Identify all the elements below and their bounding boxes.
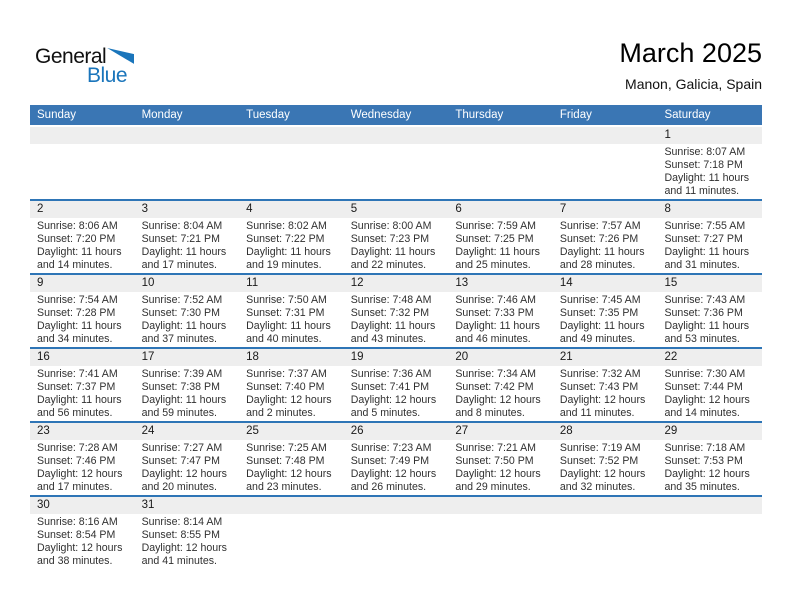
sunrise-text: Sunrise: 7:21 AM xyxy=(455,442,536,454)
day-details xyxy=(135,366,240,420)
daylight-text: Daylight: 12 hours and 29 minutes. xyxy=(455,468,541,493)
day-number: 30 xyxy=(30,497,135,514)
weekday-header-sunday: Sunday xyxy=(37,109,77,121)
week-row-3 xyxy=(30,273,762,347)
daylight-text: Daylight: 11 hours and 59 minutes. xyxy=(141,394,227,419)
day-cell-27 xyxy=(448,423,553,495)
daylight-text: Daylight: 12 hours and 8 minutes. xyxy=(455,394,541,419)
day-cell-21 xyxy=(553,349,658,421)
logo-text-general: General xyxy=(35,45,107,68)
day-details xyxy=(239,218,344,272)
sunset-text: Sunset: 7:42 PM xyxy=(455,381,534,393)
sunset-text: Sunset: 7:44 PM xyxy=(664,381,743,393)
sunrise-text: Sunrise: 8:00 AM xyxy=(350,220,432,232)
day-cell-16 xyxy=(30,349,135,421)
sunrise-text: Sunrise: 7:54 AM xyxy=(37,294,118,306)
sunset-text: Sunset: 7:23 PM xyxy=(350,233,430,245)
day-number: 28 xyxy=(553,423,658,440)
sunset-text: Sunset: 7:47 PM xyxy=(141,455,220,467)
sunset-text: Sunset: 7:25 PM xyxy=(455,233,534,245)
sunset-text: Sunset: 7:43 PM xyxy=(559,381,639,393)
day-number: 25 xyxy=(239,423,344,440)
day-number: 14 xyxy=(553,275,658,292)
day-cell-14 xyxy=(553,275,658,347)
sunset-text: Sunset: 7:50 PM xyxy=(455,455,534,467)
day-number: 22 xyxy=(657,349,762,366)
sunrise-text: Sunrise: 7:48 AM xyxy=(350,294,432,306)
day-cell-empty xyxy=(135,127,240,199)
page-subtitle: Manon, Galicia, Spain xyxy=(625,76,762,92)
daylight-text: Daylight: 11 hours and 22 minutes. xyxy=(350,246,436,271)
sunrise-text: Sunrise: 7:32 AM xyxy=(559,368,641,380)
day-details xyxy=(657,366,762,420)
day-number: 3 xyxy=(135,201,240,218)
day-cell-12 xyxy=(344,275,449,347)
day-number: 20 xyxy=(448,349,553,366)
day-cell-10 xyxy=(135,275,240,347)
daylight-text: Daylight: 12 hours and 11 minutes. xyxy=(559,394,646,419)
day-number: 18 xyxy=(239,349,344,366)
day-details xyxy=(239,366,344,420)
sunrise-text: Sunrise: 7:45 AM xyxy=(559,294,641,306)
day-details xyxy=(344,218,449,272)
sunrise-text: Sunrise: 7:37 AM xyxy=(246,368,327,380)
week-row-4 xyxy=(30,347,762,421)
day-number: 13 xyxy=(448,275,553,292)
day-details xyxy=(657,144,762,198)
sunset-text: Sunset: 7:35 PM xyxy=(559,307,639,319)
sunrise-text: Sunrise: 8:04 AM xyxy=(141,220,223,232)
day-cell-23 xyxy=(30,423,135,495)
daylight-text: Daylight: 11 hours and 34 minutes. xyxy=(37,320,122,345)
day-details xyxy=(553,440,658,494)
day-cell-empty xyxy=(448,497,553,569)
day-number-empty xyxy=(344,127,449,144)
day-details xyxy=(657,292,762,346)
day-number-empty xyxy=(448,497,553,514)
daylight-text: Daylight: 11 hours and 11 minutes. xyxy=(664,172,750,197)
day-number: 2 xyxy=(30,201,135,218)
day-number: 8 xyxy=(657,201,762,218)
day-cell-25 xyxy=(239,423,344,495)
day-number-empty xyxy=(239,127,344,144)
day-details xyxy=(448,440,553,494)
daylight-text: Daylight: 11 hours and 17 minutes. xyxy=(141,246,227,271)
week-row-5 xyxy=(30,421,762,495)
daylight-text: Daylight: 12 hours and 20 minutes. xyxy=(141,468,227,493)
day-cell-19 xyxy=(344,349,449,421)
day-cell-13 xyxy=(448,275,553,347)
day-number: 9 xyxy=(30,275,135,292)
sunset-text: Sunset: 7:20 PM xyxy=(37,233,116,245)
weekday-header-tuesday: Tuesday xyxy=(246,109,290,121)
day-number: 29 xyxy=(657,423,762,440)
daylight-text: Daylight: 11 hours and 37 minutes. xyxy=(141,320,227,345)
day-number: 5 xyxy=(344,201,449,218)
weekday-header-wednesday: Wednesday xyxy=(350,109,412,121)
day-number-empty xyxy=(135,127,240,144)
day-number: 16 xyxy=(30,349,135,366)
day-cell-empty xyxy=(344,497,449,569)
daylight-text: Daylight: 12 hours and 2 minutes. xyxy=(246,394,332,419)
daylight-text: Daylight: 11 hours and 40 minutes. xyxy=(246,320,331,345)
daylight-text: Daylight: 12 hours and 17 minutes. xyxy=(37,468,123,493)
daylight-text: Daylight: 11 hours and 28 minutes. xyxy=(559,246,645,271)
daylight-text: Daylight: 12 hours and 41 minutes. xyxy=(141,542,227,567)
day-cell-empty xyxy=(657,497,762,569)
day-cell-26 xyxy=(344,423,449,495)
daylight-text: Daylight: 11 hours and 43 minutes. xyxy=(350,320,436,345)
day-cell-17 xyxy=(135,349,240,421)
sunset-text: Sunset: 7:27 PM xyxy=(664,233,743,245)
sunset-text: Sunset: 7:30 PM xyxy=(141,307,220,319)
sunset-text: Sunset: 7:41 PM xyxy=(350,381,430,393)
day-number: 4 xyxy=(239,201,344,218)
sunrise-text: Sunrise: 8:06 AM xyxy=(37,220,118,232)
daylight-text: Daylight: 12 hours and 35 minutes. xyxy=(664,468,750,493)
day-cell-empty xyxy=(239,127,344,199)
title-block xyxy=(619,38,762,92)
week-row-2 xyxy=(30,199,762,273)
sunset-text: Sunset: 7:28 PM xyxy=(37,307,116,319)
sunset-text: Sunset: 8:54 PM xyxy=(37,529,116,541)
sunrise-text: Sunrise: 8:07 AM xyxy=(664,146,746,158)
sunset-text: Sunset: 7:18 PM xyxy=(664,159,743,171)
day-cell-3 xyxy=(135,201,240,273)
day-details xyxy=(344,292,449,346)
sunrise-text: Sunrise: 7:43 AM xyxy=(664,294,746,306)
day-number: 31 xyxy=(135,497,240,514)
sunset-text: Sunset: 8:55 PM xyxy=(141,529,220,541)
day-number: 17 xyxy=(135,349,240,366)
day-number: 21 xyxy=(553,349,658,366)
day-number-empty xyxy=(448,127,553,144)
day-cell-9 xyxy=(30,275,135,347)
day-number: 6 xyxy=(448,201,553,218)
daylight-text: Daylight: 12 hours and 5 minutes. xyxy=(350,394,437,419)
daylight-text: Daylight: 11 hours and 19 minutes. xyxy=(246,246,331,271)
daylight-text: Daylight: 12 hours and 14 minutes. xyxy=(664,394,750,419)
sunrise-text: Sunrise: 8:02 AM xyxy=(246,220,327,232)
day-cell-11 xyxy=(239,275,344,347)
day-number: 1 xyxy=(657,127,762,144)
day-cell-15 xyxy=(657,275,762,347)
sunrise-text: Sunrise: 7:41 AM xyxy=(37,368,118,380)
daylight-text: Daylight: 11 hours and 14 minutes. xyxy=(37,246,122,271)
sunset-text: Sunset: 7:40 PM xyxy=(246,381,325,393)
sunrise-text: Sunrise: 7:19 AM xyxy=(559,442,641,454)
day-number-empty xyxy=(657,497,762,514)
day-number-empty xyxy=(344,497,449,514)
day-cell-empty xyxy=(553,497,658,569)
day-details xyxy=(239,292,344,346)
day-cell-1 xyxy=(657,127,762,199)
day-details xyxy=(30,366,135,420)
day-number: 24 xyxy=(135,423,240,440)
day-details xyxy=(30,514,135,568)
sunrise-text: Sunrise: 7:59 AM xyxy=(455,220,536,232)
sunrise-text: Sunrise: 7:57 AM xyxy=(559,220,641,232)
day-cell-28 xyxy=(553,423,658,495)
day-details xyxy=(448,366,553,420)
day-cell-22 xyxy=(657,349,762,421)
calendar-grid xyxy=(30,105,762,569)
sunrise-text: Sunrise: 7:52 AM xyxy=(141,294,223,306)
day-details xyxy=(553,292,658,346)
week-row-6 xyxy=(30,495,762,569)
weekday-header-friday: Friday xyxy=(559,109,592,121)
day-number: 12 xyxy=(344,275,449,292)
daylight-text: Daylight: 11 hours and 53 minutes. xyxy=(664,320,750,345)
day-cell-empty xyxy=(344,127,449,199)
day-details xyxy=(553,218,658,272)
sunset-text: Sunset: 7:32 PM xyxy=(350,307,430,319)
sunrise-text: Sunrise: 7:55 AM xyxy=(664,220,746,232)
sunrise-text: Sunrise: 8:14 AM xyxy=(141,516,223,528)
day-number: 27 xyxy=(448,423,553,440)
day-cell-empty xyxy=(448,127,553,199)
daylight-text: Daylight: 11 hours and 49 minutes. xyxy=(559,320,645,345)
day-cell-2 xyxy=(30,201,135,273)
daylight-text: Daylight: 11 hours and 46 minutes. xyxy=(455,320,540,345)
day-cell-5 xyxy=(344,201,449,273)
sunset-text: Sunset: 7:26 PM xyxy=(559,233,639,245)
day-number: 10 xyxy=(135,275,240,292)
sunrise-text: Sunrise: 7:25 AM xyxy=(246,442,327,454)
sunset-text: Sunset: 7:48 PM xyxy=(246,455,325,467)
sunset-text: Sunset: 7:52 PM xyxy=(559,455,639,467)
daylight-text: Daylight: 11 hours and 31 minutes. xyxy=(664,246,750,271)
sunset-text: Sunset: 7:38 PM xyxy=(141,381,220,393)
sunrise-text: Sunrise: 7:36 AM xyxy=(350,368,432,380)
sunrise-text: Sunrise: 7:27 AM xyxy=(141,442,223,454)
day-cell-7 xyxy=(553,201,658,273)
day-cell-8 xyxy=(657,201,762,273)
week-row-1 xyxy=(30,127,762,199)
sunset-text: Sunset: 7:36 PM xyxy=(664,307,743,319)
sunrise-text: Sunrise: 7:30 AM xyxy=(664,368,746,380)
day-details xyxy=(135,514,240,568)
sunset-text: Sunset: 7:33 PM xyxy=(455,307,534,319)
daylight-text: Daylight: 11 hours and 56 minutes. xyxy=(37,394,122,419)
sunset-text: Sunset: 7:53 PM xyxy=(664,455,743,467)
day-details xyxy=(30,218,135,272)
daylight-text: Daylight: 12 hours and 32 minutes. xyxy=(559,468,646,493)
day-cell-18 xyxy=(239,349,344,421)
day-cell-24 xyxy=(135,423,240,495)
day-details xyxy=(344,440,449,494)
day-details xyxy=(553,366,658,420)
daylight-text: Daylight: 11 hours and 25 minutes. xyxy=(455,246,540,271)
day-number: 26 xyxy=(344,423,449,440)
day-number: 19 xyxy=(344,349,449,366)
day-details xyxy=(657,218,762,272)
day-number: 23 xyxy=(30,423,135,440)
sunset-text: Sunset: 7:49 PM xyxy=(350,455,430,467)
day-number-empty xyxy=(553,497,658,514)
weekday-header-saturday: Saturday xyxy=(664,109,711,121)
sunset-text: Sunset: 7:31 PM xyxy=(246,307,325,319)
day-details xyxy=(657,440,762,494)
sunset-text: Sunset: 7:21 PM xyxy=(141,233,220,245)
day-number-empty xyxy=(553,127,658,144)
day-details xyxy=(448,292,553,346)
day-cell-29 xyxy=(657,423,762,495)
day-details xyxy=(30,292,135,346)
day-number-empty xyxy=(239,497,344,514)
day-cell-6 xyxy=(448,201,553,273)
general-blue-logo xyxy=(35,45,155,87)
page-title: March 2025 xyxy=(619,38,762,68)
sunrise-text: Sunrise: 7:28 AM xyxy=(37,442,118,454)
day-details xyxy=(135,292,240,346)
weekday-header-row xyxy=(30,105,762,125)
logo-text-blue: Blue xyxy=(87,64,128,87)
day-details xyxy=(30,440,135,494)
day-number-empty xyxy=(30,127,135,144)
day-details xyxy=(135,218,240,272)
sunrise-text: Sunrise: 7:18 AM xyxy=(664,442,746,454)
day-number: 11 xyxy=(239,275,344,292)
sunset-text: Sunset: 7:46 PM xyxy=(37,455,116,467)
weekday-header-monday: Monday xyxy=(141,109,183,121)
sunrise-text: Sunrise: 7:23 AM xyxy=(350,442,432,454)
daylight-text: Daylight: 12 hours and 23 minutes. xyxy=(246,468,332,493)
day-details xyxy=(344,366,449,420)
day-cell-31 xyxy=(135,497,240,569)
sunset-text: Sunset: 7:22 PM xyxy=(246,233,325,245)
daylight-text: Daylight: 12 hours and 26 minutes. xyxy=(350,468,437,493)
day-details xyxy=(239,440,344,494)
day-cell-empty xyxy=(239,497,344,569)
day-cell-empty xyxy=(30,127,135,199)
sunrise-text: Sunrise: 7:50 AM xyxy=(246,294,327,306)
day-number: 7 xyxy=(553,201,658,218)
weeks-container xyxy=(30,127,762,569)
weekday-header-thursday: Thursday xyxy=(455,109,504,121)
sunrise-text: Sunrise: 7:39 AM xyxy=(141,368,223,380)
day-details xyxy=(448,218,553,272)
logo-flag-icon xyxy=(107,47,134,64)
sunrise-text: Sunrise: 7:46 AM xyxy=(455,294,536,306)
day-number: 15 xyxy=(657,275,762,292)
day-cell-30 xyxy=(30,497,135,569)
day-cell-4 xyxy=(239,201,344,273)
sunrise-text: Sunrise: 8:16 AM xyxy=(37,516,118,528)
sunrise-text: Sunrise: 7:34 AM xyxy=(455,368,536,380)
day-cell-empty xyxy=(553,127,658,199)
sunset-text: Sunset: 7:37 PM xyxy=(37,381,116,393)
day-cell-20 xyxy=(448,349,553,421)
daylight-text: Daylight: 12 hours and 38 minutes. xyxy=(37,542,123,567)
day-details xyxy=(135,440,240,494)
